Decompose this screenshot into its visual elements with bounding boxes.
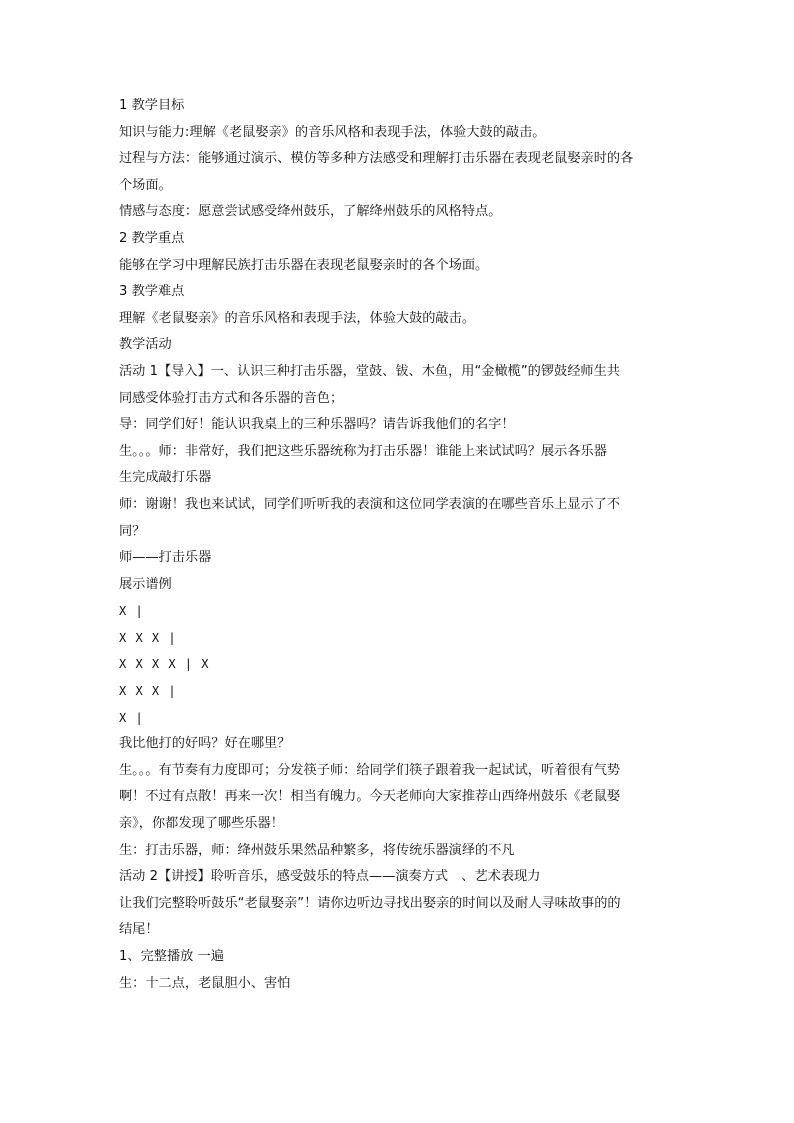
- paragraph: 活动 1【导入】一、认识三种打击乐器，堂鼓、钹、木鱼，用“金橄榄”的锣鼓经师生共: [119, 363, 620, 379]
- paragraph: 过程与方法：能够通过演示、模仿等多种方法感受和理解打击乐器在表现老鼠娶亲时的各: [119, 151, 634, 167]
- paragraph: 个场面。: [119, 177, 172, 193]
- paragraph: 同？: [119, 523, 146, 539]
- section-heading-key-points: 2 教学重点: [119, 230, 185, 246]
- paragraph: 结尾！: [119, 922, 159, 938]
- section-heading-objectives: 1 教学目标: [119, 98, 185, 113]
- paragraph: 1、完整播放 一遍: [119, 949, 224, 964]
- paragraph: 师：谢谢！我也来试试，同学们听听我的表演和这位同学表演的在哪些音乐上显示了不: [119, 496, 621, 512]
- paragraph: 生。。。师：非常好，我们把这些乐器统称为打击乐器！谁能上来试试吗？展示各乐器: [119, 443, 607, 459]
- paragraph: 亲》，你都发现了哪些乐器！: [119, 816, 284, 832]
- rhythm-notation-line: X X X X | X: [119, 657, 210, 672]
- paragraph: 啊！不过有点散！再来一次！相当有魄力。今天老师向大家推荐山西绛州鼓乐《老鼠娶: [119, 789, 621, 805]
- rhythm-notation-line: X X X |: [119, 684, 177, 699]
- paragraph: 导：同学们好！能认识我桌上的三种乐器吗？请告诉我他们的名字！: [119, 417, 515, 433]
- paragraph: 生：打击乐器，师：绛州鼓乐果然品种繁多，将传统乐器演绎的不凡: [119, 842, 515, 858]
- paragraph: 同感受体验打击方式和各乐器的音色；: [119, 390, 344, 406]
- paragraph: 我比他打的好吗？好在哪里？: [119, 736, 291, 752]
- paragraph: 展示谱例: [119, 576, 172, 592]
- paragraph: 知识与能力:理解《老鼠娶亲》的音乐风格和表现手法，体验大鼓的敲击。: [119, 124, 546, 140]
- rhythm-notation-line: X X X |: [119, 630, 177, 645]
- paragraph: 师——打击乐器: [119, 550, 212, 566]
- paragraph: 让我们完整聆听鼓乐“老鼠娶亲”！请你边听边寻找出娶亲的时间以及耐人寻味故事的的: [119, 895, 621, 911]
- paragraph: 活动 2【讲授】聆听音乐，感受鼓乐的特点——演奏方式 、艺术表现力: [119, 869, 541, 885]
- paragraph: 生：十二点，老鼠胆小、害怕: [119, 975, 291, 991]
- section-heading-activities: 教学活动: [119, 337, 172, 353]
- paragraph: 能够在学习中理解民族打击乐器在表现老鼠娶亲时的各个场面。: [119, 257, 489, 273]
- document-body: [119, 93, 679, 997]
- paragraph: 生完成敲打乐器: [119, 470, 212, 486]
- paragraph: 理解《老鼠娶亲》的音乐风格和表现手法，体验大鼓的敲击。: [119, 310, 476, 326]
- section-heading-difficulties: 3 教学难点: [119, 284, 185, 300]
- rhythm-notation-line: X |: [119, 710, 144, 725]
- paragraph: 情感与态度：愿意尝试感受绛州鼓乐，了解绛州鼓乐的风格特点。: [119, 204, 502, 220]
- rhythm-notation-line: X |: [119, 604, 144, 619]
- paragraph: 生。。。有节奏有力度即可；分发筷子师：给同学们筷子跟着我一起试试，听着很有气势: [119, 762, 621, 778]
